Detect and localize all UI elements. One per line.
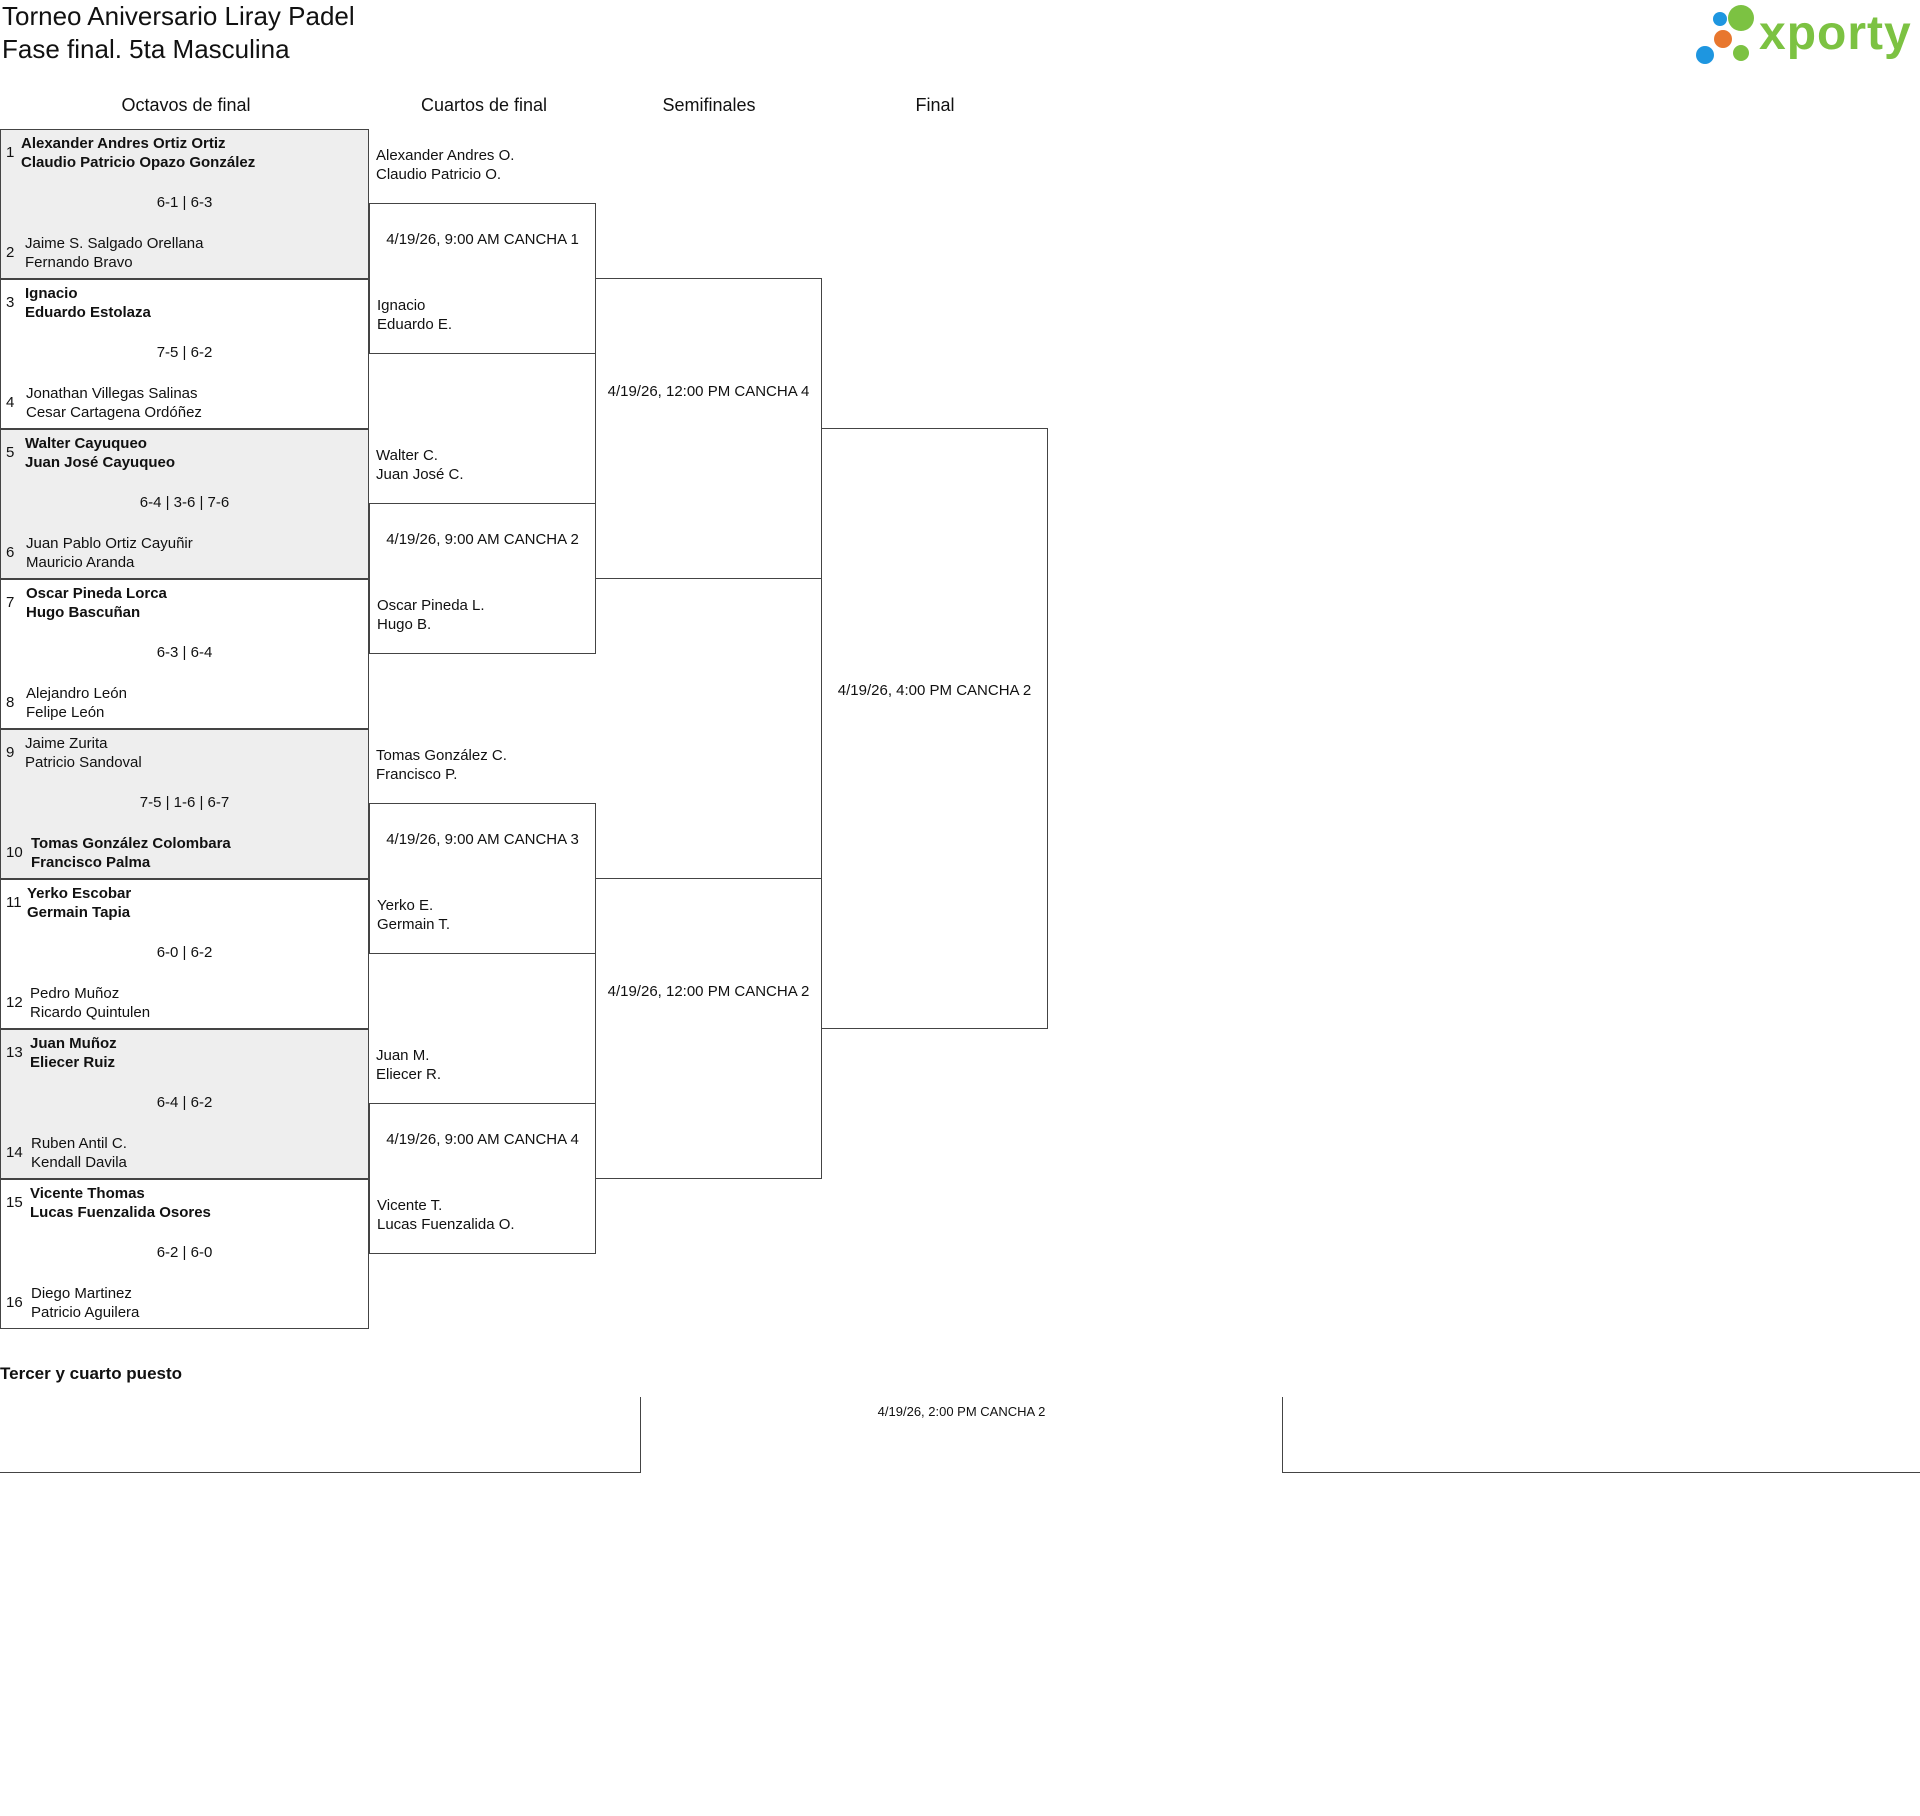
match-schedule: 4/19/26, 12:00 PM CANCHA 2 [607,983,810,1000]
match-schedule: 4/19/26, 2:00 PM CANCHA 2 [877,1404,1046,1419]
team-b-player-1: Pedro Muñoz [30,985,120,1002]
qf2-team-b-player-1: Oscar Pineda L. [377,597,485,614]
seed-number: 6 [6,544,15,561]
match-schedule: 4/19/26, 9:00 AM CANCHA 4 [386,1131,579,1148]
bracket-line [1282,1472,1920,1473]
seed-number: 8 [6,694,15,711]
match-score: 6-4 | 3-6 | 7-6 [139,494,230,511]
team-b-player-2: Patricio Aguilera [31,1304,140,1321]
match-final [821,428,1048,1029]
qf3-team-a-player-1: Tomas González C. [376,747,507,764]
qf2-team-b-player-2: Hugo B. [377,616,432,633]
qf4-team-a-player-2: Eliecer R. [376,1066,442,1083]
match-schedule: 4/19/26, 9:00 AM CANCHA 2 [386,531,579,548]
page-subtitle: Fase final. 5ta Masculina [2,34,290,64]
team-b-player-1: Alejandro León [26,685,127,702]
match-r16-8 [0,1179,369,1329]
qf1-team-b-player-1: Ignacio [377,297,426,314]
seed-number: 14 [6,1144,23,1161]
team-a-player-1: Walter Cayuqueo [25,435,147,452]
match-schedule: 4/19/26, 4:00 PM CANCHA 2 [837,682,1032,699]
team-b-player-1: Juan Pablo Ortiz Cayuñir [26,535,193,552]
seed-number: 10 [6,844,23,861]
qf3-team-a-player-2: Francisco P. [376,766,458,783]
match-r16-3 [0,429,369,579]
round-header-final: Final [915,95,955,115]
seed-number: 13 [6,1044,23,1061]
match-score: 6-4 | 6-2 [156,1094,213,1111]
seed-number: 12 [6,994,23,1011]
team-a-player-1: Vicente Thomas [30,1185,145,1202]
match-schedule: 4/19/26, 9:00 AM CANCHA 1 [386,231,579,248]
team-b-player-2: Francisco Palma [31,854,151,871]
match-qf-4 [369,1103,596,1254]
match-qf-3 [369,803,596,954]
qf1-team-a-player-2: Claudio Patricio O. [376,166,502,183]
team-b-player-2: Cesar Cartagena Ordóñez [26,404,202,421]
team-b-player-2: Ricardo Quintulen [30,1004,151,1021]
seed-number: 2 [6,244,15,261]
team-a-player-1: Juan Muñoz [30,1035,117,1052]
seed-number: 1 [6,144,15,161]
match-qf-2 [369,503,596,654]
team-b-player-1: Jonathan Villegas Salinas [26,385,198,402]
seed-number: 15 [6,1194,23,1211]
match-qf-1 [369,203,596,354]
match-schedule: 4/19/26, 12:00 PM CANCHA 4 [607,383,810,400]
match-score: 6-1 | 6-3 [156,194,213,211]
seed-number: 3 [6,294,15,311]
match-r16-7 [0,1029,369,1179]
match-r16-6 [0,879,369,1029]
match-r16-1 [0,129,369,279]
team-a-player-2: Claudio Patricio Opazo González [21,154,256,171]
qf4-team-a-player-1: Juan M. [376,1047,430,1064]
match-r16-2 [0,279,369,429]
round-header-cuartos: Cuartos de final [420,95,548,115]
qf4-team-b-player-1: Vicente T. [377,1197,443,1214]
team-b-player-1: Tomas González Colombara [31,835,231,852]
seed-number: 16 [6,1294,23,1311]
match-r16-4 [0,579,369,729]
team-b-player-2: Fernando Bravo [25,254,133,271]
seed-number: 7 [6,594,15,611]
qf2-team-a-player-2: Juan José C. [376,466,464,483]
team-a-player-1: Jaime Zurita [25,735,108,752]
team-a-player-2: Hugo Bascuñan [26,604,141,621]
team-a-player-2: Lucas Fuenzalida Osores [30,1204,211,1221]
team-b-player-1: Diego Martinez [31,1285,132,1302]
team-a-player-2: Eduardo Estolaza [25,304,151,321]
team-b-player-1: Jaime S. Salgado Orellana [25,235,204,252]
qf1-team-a-player-1: Alexander Andres O. [376,147,515,164]
team-a-player-2: Eliecer Ruiz [30,1054,116,1071]
match-score: 7-5 | 6-2 [156,344,213,361]
match-score: 7-5 | 1-6 | 6-7 [139,794,230,811]
qf2-team-a-player-1: Walter C. [376,447,438,464]
xporty-logo [1693,4,1918,66]
qf1-team-b-player-2: Eduardo E. [377,316,453,333]
bracket-line [1282,1397,1283,1473]
seed-number: 9 [6,744,15,761]
team-a-player-2: Patricio Sandoval [25,754,142,771]
team-a-player-1: Yerko Escobar [27,885,132,902]
page-title: Torneo Aniversario Liray Padel [2,1,355,31]
qf3-team-b-player-1: Yerko E. [377,897,434,914]
seed-number: 5 [6,444,15,461]
seed-number: 4 [6,394,15,411]
match-schedule: 4/19/26, 9:00 AM CANCHA 3 [386,831,579,848]
match-score: 6-3 | 6-4 [156,644,213,661]
team-b-player-2: Felipe León [26,704,105,721]
qf4-team-b-player-2: Lucas Fuenzalida O. [377,1216,515,1233]
match-sf-1 [595,278,822,579]
team-a-player-2: Juan José Cayuqueo [25,454,176,471]
qf3-team-b-player-2: Germain T. [377,916,451,933]
match-sf-2 [595,878,822,1179]
match-score: 6-2 | 6-0 [156,1244,213,1261]
bracket-line [0,1472,641,1473]
match-score: 6-0 | 6-2 [156,944,213,961]
third-place-title: Tercer y cuarto puesto [0,1364,183,1383]
team-a-player-1: Alexander Andres Ortiz Ortiz [21,135,226,152]
team-a-player-1: Ignacio [25,285,78,302]
team-a-player-2: Germain Tapia [27,904,131,921]
round-header-octavos: Octavos de final [121,95,251,115]
team-a-player-1: Oscar Pineda Lorca [26,585,167,602]
match-r16-5 [0,729,369,879]
team-b-player-2: Kendall Davila [31,1154,127,1171]
round-header-semifinales: Semifinales [662,95,756,115]
logo-text: xporty [1759,7,1912,60]
team-b-player-1: Ruben Antil C. [31,1135,127,1152]
team-b-player-2: Mauricio Aranda [26,554,135,571]
seed-number: 11 [6,894,22,911]
